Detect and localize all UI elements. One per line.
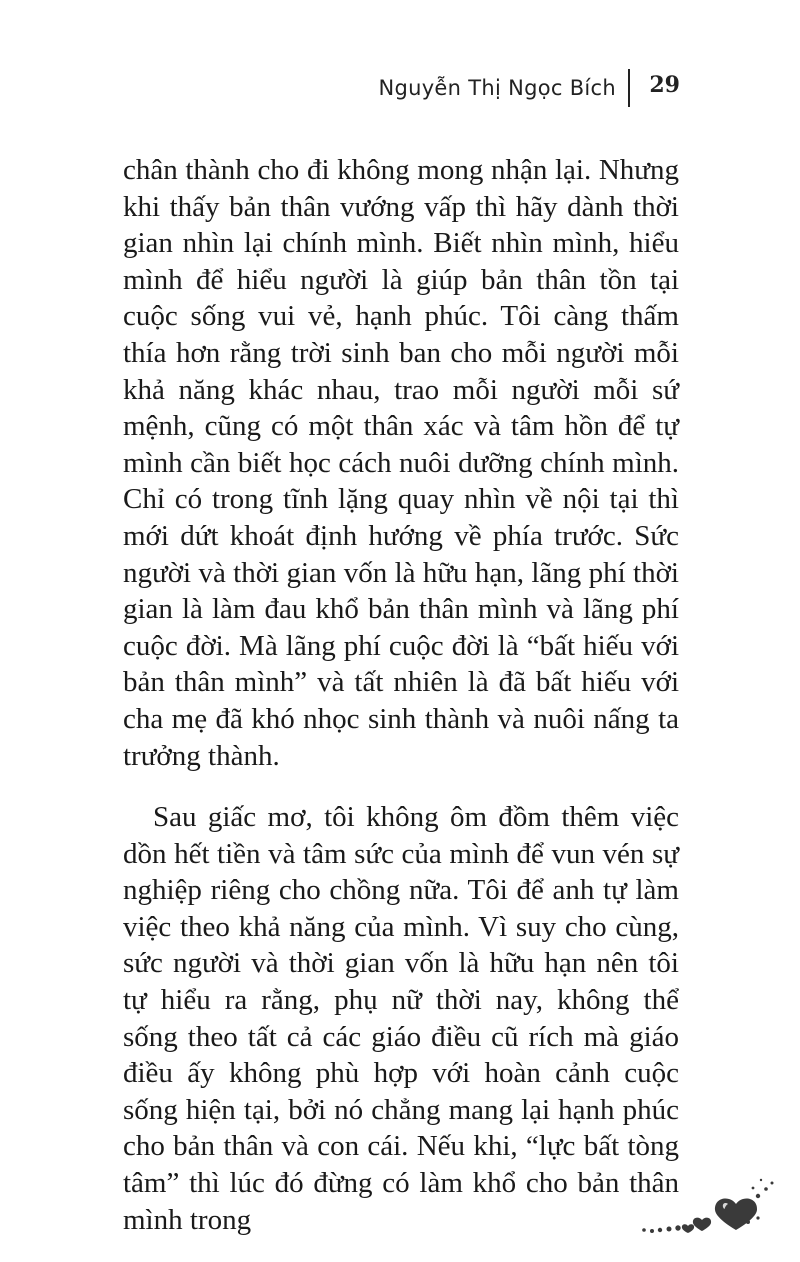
hearts-ornament-icon [640, 1174, 780, 1244]
page-header [378, 66, 678, 110]
running-header-author: Nguyễn Thị Ngọc Bích [378, 76, 616, 100]
header-divider [628, 69, 630, 107]
body-text [123, 152, 679, 1238]
paragraph-2: Sau giấc mơ, tôi không ôm đồm thêm việc dồn hết tiền và tâm sức của mình để vun vén sự nghiệp riêng cho chồng nữa. Tôi để anh tự làm việc theo khả năng của mình. Vì suy cho cùng, sức người và thời gian vốn là hữu hạn nên tôi tự hiểu ra rằng, phụ nữ thời nay, không thể sống theo tất cả các giáo điều cũ rích mà giáo điều ấy không phù hợp với hoàn cảnh cuộc sống hiện tại, bởi nó chẳng mang lại hạnh phúc cho bản thân và con cái. Nếu khi, “lực bất tòng tâm” thì lúc đó đừng có làm khổ cho bản thân mình trong [123, 801, 679, 1236]
paragraph-1: chân thành cho đi không mong nhận lại. Nhưng khi thấy bản thân vướng vấp thì hãy dành thời gian nhìn lại chính mình. Biết nhìn mình, hiểu mình để hiểu người là giúp bản thân tồn tại cuộc sống vui vẻ, hạnh phúc. Tôi càng thấm thía hơn rằng trời sinh ban cho mỗi người mỗi khả năng khác nhau, trao mỗi người mỗi sứ mệnh, cũng có một thân xác và tâm hồn để tự mình cần biết học cách nuôi dưỡng chính mình. Chỉ có trong tĩnh lặng quay nhìn về nội tại thì mới dứt khoát định hướng về phía trước. Sức người và thời gian vốn là hữu hạn, lãng phí thời gian là làm đau khổ bản thân mình và lãng phí cuộc đời. Mà lãng phí cuộc đời là “bất hiếu với bản thân mình” và tất nhiên là đã bất hiếu với cha mẹ đã khó nhọc sinh thành và nuôi nấng ta trưởng thành. [123, 154, 679, 772]
page-number: 29 [649, 72, 680, 98]
